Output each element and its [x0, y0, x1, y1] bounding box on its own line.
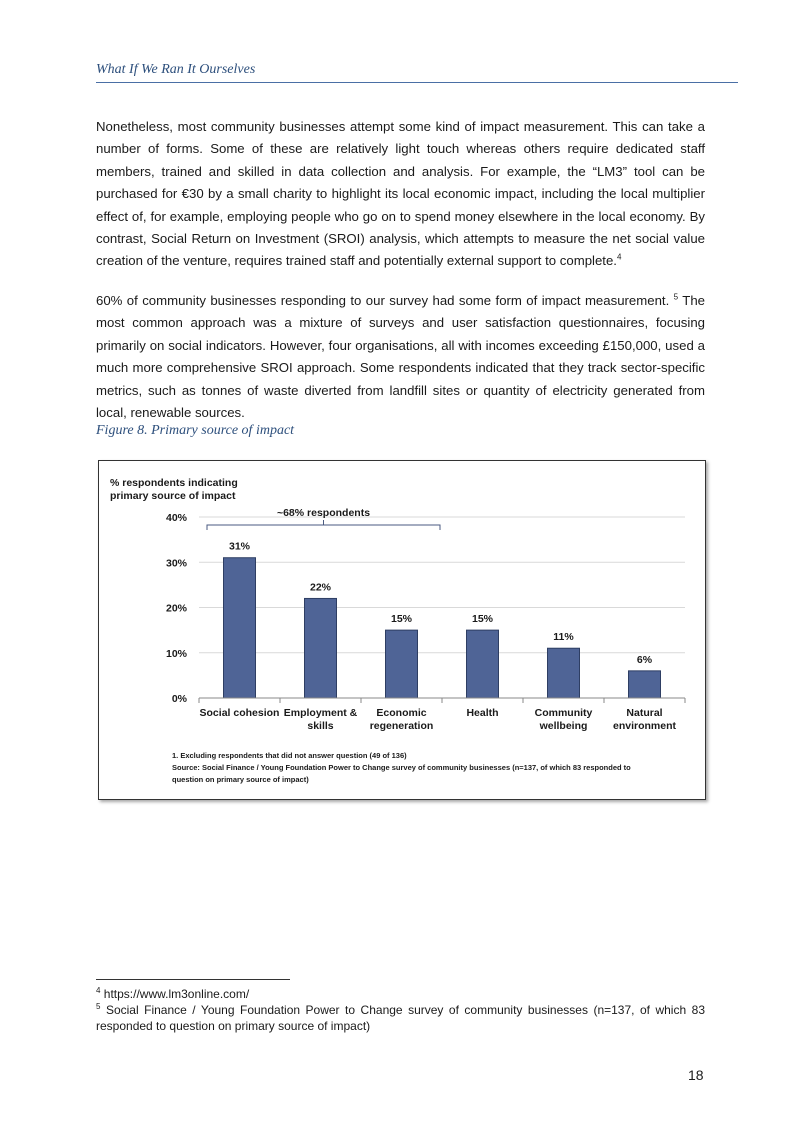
body-paragraph-1 — [96, 116, 705, 273]
bar — [305, 598, 337, 698]
annotation-bracket-line — [207, 520, 440, 530]
x-tick-label: Social cohesion — [199, 707, 280, 719]
x-tick-label: regeneration — [369, 720, 434, 732]
x-tick-label: skills — [307, 720, 334, 732]
paragraph-text: The most common approach was a mixture of surveys and user satisfaction questionnaires, focusing primarily on social indicators. However, four organisations, all with incomes exceeding £150,000, used a much more comprehensive SROI approach. Some respondents indicated that they track sector-specific metrics, such as tonnes of waste diverted from landfill sites or quantity of electricity generated from local, renewable sources. — [96, 293, 705, 421]
y-tick-label: 0% — [171, 693, 187, 705]
figure-note-line: question on primary source of impact) — [172, 775, 309, 784]
bar — [467, 630, 499, 698]
x-axis — [199, 698, 685, 703]
y-tick-label: 30% — [165, 557, 187, 570]
footnote-divider — [96, 979, 290, 980]
page-number: 18 — [688, 1067, 704, 1083]
y-tick-label: 10% — [165, 647, 187, 660]
figure-frame — [98, 460, 706, 800]
data-label: 22% — [309, 581, 332, 594]
y-axis-title-line: primary source of impact — [110, 490, 236, 502]
y-tick-label: 40% — [165, 512, 187, 524]
annotation-bracket — [207, 507, 440, 530]
x-tick-label: wellbeing — [539, 720, 588, 732]
data-label: 15% — [471, 613, 494, 626]
bar — [548, 648, 580, 698]
data-label: 6% — [636, 653, 653, 666]
figure-caption: Figure 8. Primary source of impact — [96, 423, 295, 438]
bar — [386, 630, 418, 698]
x-tick-label: Natural — [626, 707, 663, 719]
y-tick-label: 20% — [165, 602, 187, 615]
data-label: 15% — [390, 613, 413, 626]
annotation-label: ~68% respondents — [276, 507, 371, 519]
footnote-ref[interactable]: 5 — [673, 292, 679, 302]
footnote-4 — [96, 986, 705, 1002]
bar — [629, 671, 661, 698]
data-label: 31% — [228, 540, 251, 553]
running-header: What If We Ran It Ourselves — [96, 62, 256, 77]
data-label: 11% — [553, 631, 574, 644]
header-divider — [96, 82, 738, 83]
figure-note-line: 1. Excluding respondents that did not answer question (49 of 136) — [172, 751, 407, 760]
paragraph-text: Nonetheless, most community businesses attempt some kind of impact measurement. This can take a number of forms. Some of these are relatively light touch whereas others require dedicated staff members, trained and skilled in data collection and analysis. For example, the “LM3” tool can be purchased for €30 by a small charity to highlight its local economic impact, including the local multiplier effect of, for example, employing people who go on to spend money elsewhere in the local economy. By contrast, Social Return on Investment (SROI) analysis, which attempts to measure the net social value creation of the venture, requires trained staff and potentially external support to complete. — [96, 119, 705, 269]
footnote-number: 5 — [96, 1002, 101, 1011]
x-tick-label: environment — [612, 720, 677, 732]
y-axis-title — [110, 477, 238, 502]
footnote-link[interactable]: https://www.lm3online.com/ — [100, 987, 250, 1001]
footnote-number: 4 — [96, 986, 101, 995]
x-tick-label: Community — [534, 707, 593, 719]
x-tick-labels — [200, 707, 677, 732]
figure-note-line: Source: Social Finance / Young Foundation Power to Change survey of community businesses (n=137, of which 83 responded to — [172, 763, 631, 772]
figure-notes — [172, 751, 631, 784]
footnote-text: Social Finance / Young Foundation Power to Change survey of community businesses (n=137, of which 83 responded to question on primary source of impact) — [96, 1003, 705, 1033]
bars — [224, 558, 661, 698]
x-tick-label: Health — [466, 707, 499, 719]
paragraph-text: 60% of community businesses responding to our survey had some form of impact measurement. — [96, 293, 670, 308]
footnote-ref[interactable]: 4 — [616, 253, 622, 263]
bar — [224, 558, 256, 698]
y-axis-title-line: % respondents indicating — [110, 477, 238, 489]
x-tick-label: Employment & — [283, 707, 358, 719]
body-paragraph-2 — [96, 290, 705, 424]
data-labels — [229, 541, 653, 666]
y-tick-labels — [166, 512, 188, 705]
footnote-5 — [96, 1002, 705, 1034]
gridlines — [199, 517, 685, 653]
bar-chart — [99, 461, 705, 799]
x-tick-label: Economic — [376, 707, 427, 719]
